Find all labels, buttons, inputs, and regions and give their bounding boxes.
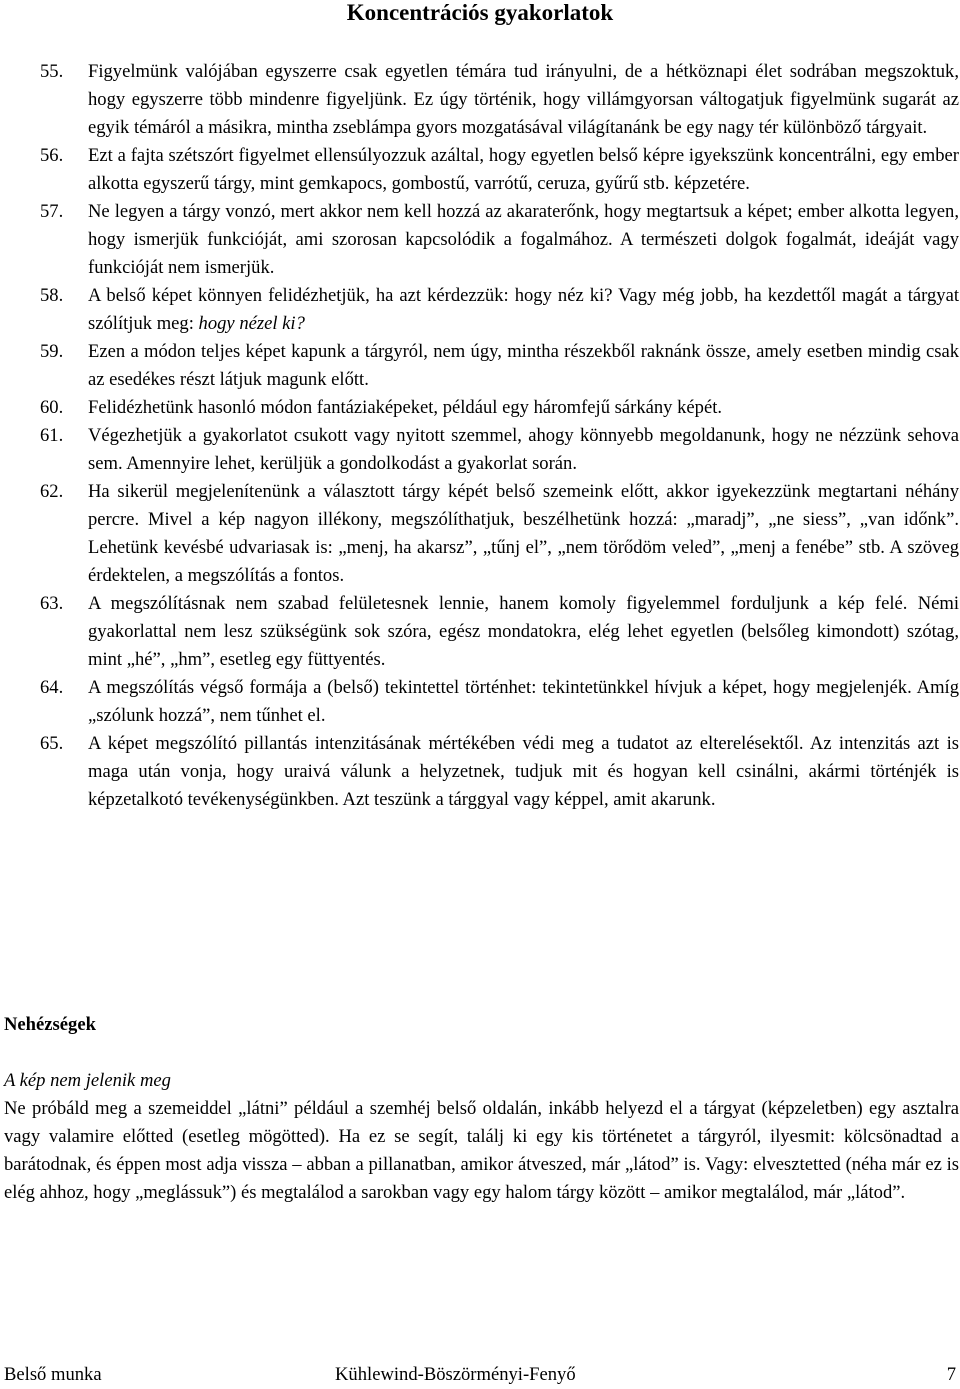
- list-item: [40, 422, 959, 478]
- item-text: Ha sikerül megjelenítenünk a választott tárgy képét belső szemeink előtt, akkor igyekezzünk megtartani néhány percre. Mivel a kép nagyon illékony, megszólíthatjuk, beszélhetünk hozzá: „maradj”, „ne siess”, „van időnk”. Lehetünk kevésbé udvariasak is: „menj, ha akarsz”, „tűnj el”, „nem törődöm veled”, „menj a fenébe” stb. A szöveg érdektelen, a megszólítás a fontos.: [88, 481, 959, 586]
- item-number: 61.: [40, 425, 64, 446]
- subsection-heading: A kép nem jelenik meg: [4, 1070, 171, 1091]
- item-number: 65.: [40, 733, 64, 754]
- footer-authors: Kühlewind-Böszörményi-Fenyő: [335, 1364, 576, 1385]
- difficulty-section: [4, 1067, 959, 1207]
- list-item: [40, 730, 959, 814]
- item-text: Ezen a módon teljes képet kapunk a tárgyról, nem úgy, mintha részekből raknánk össze, amely esetben mindig csak az esedékes részt látjuk magunk előtt.: [88, 341, 959, 390]
- list-item: [40, 394, 959, 422]
- list-item: [40, 674, 959, 730]
- item-text: A belső képet könnyen felidézhetjük, ha azt kérdezzük: hogy néz ki? Vagy még jobb, ha kezdettől magát a tárgyat szólítjuk meg:: [88, 285, 959, 334]
- footer-book-title: Belső munka: [4, 1364, 102, 1385]
- page-number: 7: [946, 1364, 956, 1385]
- item-number: 59.: [40, 341, 64, 362]
- item-text: Figyelmünk valójában egyszerre csak egyetlen témára tud irányulni, de a hétköznapi élet sodrában megszoktuk, hogy egyszerre több mindenre figyeljünk. Ez úgy történik, hogy villámgyorsan váltogatjuk figyelmünk sugarát az egyik témáról a másikra, mintha zseblámpa gyors mozgatásával világítanánk be egy nagy tér különböző tárgyait.: [88, 61, 959, 138]
- item-emphasis: hogy nézel ki?: [198, 313, 305, 334]
- item-text: A képet megszólító pillantás intenzitásának mértékében védi meg a tudatot az elterelésektől. Az intenzitás azt is maga után vonja, hogy uraivá válunk a helyzetnek, tudjuk mit és hogyan kell csinálni, akármi történjék is képzetalkotó tevékenységünkben. Azt teszünk a tárggyal vagy képpel, amit akarunk.: [88, 733, 959, 810]
- item-text: A megszólítás végső formája a (belső) tekintettel történhet: tekintetünkkel hívjuk a képet, hogy megjelenjék. Amíg „szólunk hozzá”, nem tűnhet el.: [88, 677, 959, 726]
- list-item: [40, 590, 959, 674]
- list-item: [40, 198, 959, 282]
- item-number: 64.: [40, 677, 64, 698]
- body-paragraph: Ne próbáld meg a szemeiddel „látni” például a szemhéj belső oldalán, inkább helyezd el a tárgyat (képzeletben) egy asztalra vagy valamire előtted (esetleg mögötted). Ha ez se segít, találj ki egy kis történetet a tárgyról, ilyesmit: kölcsönadtad a barátodnak, és éppen most adja vissza – abban a pillanatban, amikor átveszed, már „látod” is. Vagy: elvesztetted (néha már ez is elég ahhoz, hogy „meglássuk”) és megtalálod a sarokban vagy egy halom tárgy között – amikor megtalálod, már „látod”.: [4, 1098, 959, 1203]
- item-number: 55.: [40, 61, 64, 82]
- item-text: Felidézhetünk hasonló módon fantáziaképeket, például egy háromfejű sárkány képét.: [88, 397, 723, 418]
- list-item: [40, 58, 959, 142]
- list-item: [40, 142, 959, 198]
- exercise-list: [40, 58, 959, 814]
- page-title: Koncentrációs gyakorlatok: [346, 0, 614, 25]
- item-text: Végezhetjük a gyakorlatot csukott vagy nyitott szemmel, ahogy könnyebb megoldanunk, hogy ne nézzünk sehova sem. Amennyire lehet, kerüljük a gondolkodást a gyakorlat során.: [88, 425, 959, 474]
- item-text: Ne legyen a tárgy vonzó, mert akkor nem kell hozzá az akaraterőnk, hogy megtartsuk a képet; ember alkotta legyen, hogy ismerjük funkcióját, ami szorosan kapcsolódik a fogalmához. A természeti dolgok fogalmát, ideáját vagy funkcióját nem ismerjük.: [88, 201, 959, 278]
- item-number: 56.: [40, 145, 64, 166]
- item-number: 57.: [40, 201, 64, 222]
- item-number: 58.: [40, 285, 64, 306]
- list-item: [40, 338, 959, 394]
- section-heading: Nehézségek: [4, 1014, 96, 1035]
- item-text: Ezt a fajta szétszórt figyelmet ellensúlyozzuk azáltal, hogy egyetlen belső képre igyekszünk koncentrálni, egy ember alkotta egyszerű tárgy, mint gemkapocs, gombostű, varrótű, ceruza, gyűrű stb. képzetére.: [88, 145, 959, 194]
- item-text: A megszólításnak nem szabad felületesnek lennie, hanem komoly figyelemmel forduljunk a kép felé. Némi gyakorlattal nem lesz szükségünk sok szóra, egész mondatokra, elég lehet egyetlen (belsőleg kimondott) szótag, mint „hé”, „hm”, esetleg egy füttyentés.: [88, 593, 959, 670]
- list-item: [40, 282, 959, 338]
- item-number: 63.: [40, 593, 64, 614]
- list-item: [40, 478, 959, 590]
- item-number: 62.: [40, 481, 64, 502]
- item-number: 60.: [40, 397, 64, 418]
